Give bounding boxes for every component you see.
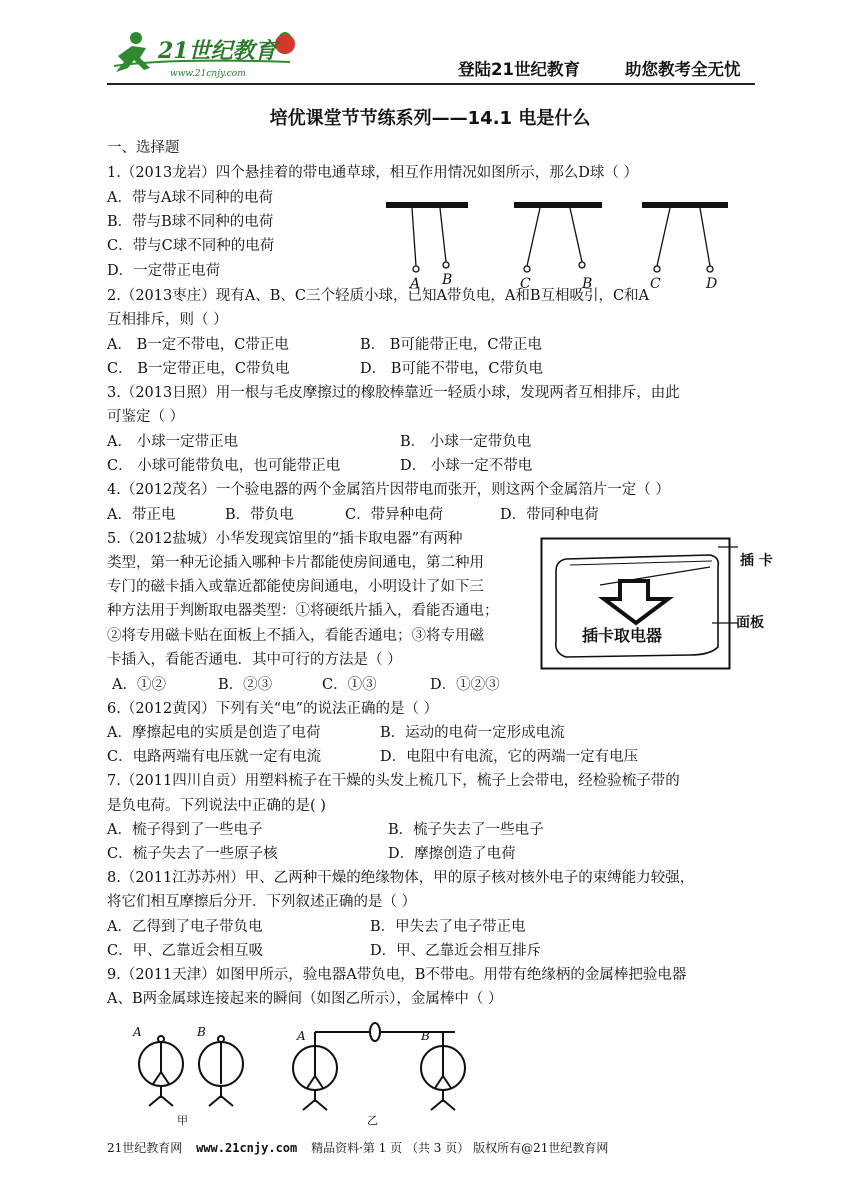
- q6-stem: 6.（2012黄冈）下列有关“电”的说法正确的是（ ）: [107, 701, 439, 717]
- q8-option-d: D．甲、乙靠近会相互排斥: [370, 943, 542, 959]
- q2-option-b: B． B可能带正电，C带正电: [360, 337, 543, 353]
- q5-line-2: 类型，第一种无论插入哪种卡片都能使房间通电，第二种用: [107, 555, 484, 571]
- q5-card-label: 插 卡: [740, 553, 773, 569]
- q1-label-b2: B: [582, 276, 593, 292]
- q9-stem-2: A、B两金属球连接起来的瞬间（如图乙所示），金属棒中（ ）: [107, 991, 503, 1007]
- q8-option-b: B．甲失去了电子带正电: [370, 919, 526, 935]
- q5-line-1: 5.（2012盐城）小华发现宾馆里的“插卡取电器”有两种: [107, 531, 463, 547]
- q9-label-a1: A: [133, 1025, 142, 1039]
- header-divider: [107, 83, 755, 85]
- q1-support-3: [642, 202, 728, 208]
- q3-option-b: B． 小球一定带负电: [400, 434, 532, 450]
- q3-stem-2: 可鉴定（ ）: [107, 409, 185, 425]
- q5-figure: [540, 537, 780, 671]
- q2-option-c: C． B一定带正电，C带负电: [107, 361, 290, 377]
- footer-site-name: 21世纪教育网: [107, 1141, 183, 1155]
- q7-option-a: A．梳子得到了一些电子: [107, 822, 263, 838]
- page-footer: [107, 1139, 608, 1156]
- q9-figure: [125, 1022, 470, 1128]
- q5-line-4: 种方法用于判断取电器类型：①将硬纸片插入，看能否通电；: [107, 603, 499, 619]
- q1-option-b: B．带与B球不同种的电荷: [107, 214, 274, 230]
- q9-stem-1: 9.（2011天津）如图甲所示，验电器A带负电，B不带电。用带有绝缘柄的金属棒把验电器: [107, 967, 687, 983]
- q8-stem-1: 8.（2011江苏苏州）甲、乙两种干燥的绝缘物体，甲的原子核对核外电子的束缚能力较强，: [107, 870, 695, 886]
- q9-label-b1: B: [197, 1025, 206, 1039]
- q8-option-a: A．乙得到了电子带负电: [107, 919, 263, 935]
- q6-option-a: A．摩擦起电的实质是创造了电荷: [107, 725, 321, 741]
- q3-stem-1: 3.（2013日照）用一根与毛皮摩擦过的橡胶棒靠近一轻质小球，发现两者互相排斥，由此: [107, 385, 680, 401]
- tagline-right: 助您教考全无忧: [625, 60, 741, 79]
- q5-option-b: B．②③: [218, 677, 273, 693]
- q4-stem: 4.（2012茂名）一个验电器的两个金属箔片因带电而张开，则这两个金属箔片一定（ ）: [107, 482, 670, 498]
- q4-option-a: A．带正电: [107, 507, 176, 523]
- q2-stem-2: 互相排斥，则（ ）: [107, 312, 228, 328]
- q1-option-a: A．带与A球不同种的电荷: [107, 190, 273, 206]
- q1-option-d: D．一定带正电荷: [107, 263, 221, 279]
- page-title: 培优课堂节节练系列——14.1 电是什么: [269, 108, 591, 129]
- tagline-left: 登陆21世纪教育: [458, 60, 580, 79]
- q1-label-d: D: [706, 276, 718, 292]
- q3-option-c: C． 小球可能带负电，也可能带正电: [107, 458, 341, 474]
- q1-label-c1: C: [520, 276, 531, 292]
- q4-option-d: D．带同种电荷: [500, 507, 599, 523]
- q5-panel-label: 面板: [736, 615, 764, 631]
- q1-stem: 1.（2013龙岩）四个悬挂着的带电通草球，相互作用情况如图所示，那么D球（ ）: [107, 165, 638, 181]
- logo-text: 21世纪教育: [158, 38, 277, 64]
- q7-stem-2: 是负电荷。下列说法中正确的是( ): [107, 798, 326, 814]
- q5-option-c: C．①③: [322, 677, 377, 693]
- q2-stem-1: 2.（2013枣庄）现有A、B、C三个轻质小球，已知A带负电，A和B互相吸引，C和A: [107, 288, 650, 304]
- site-logo: [110, 28, 300, 82]
- logo-url: www.21cnjy.com: [170, 69, 246, 79]
- q1-label-b1: B: [442, 272, 453, 288]
- q2-option-a: A． B一定不带电，C带正电: [107, 337, 289, 353]
- q3-option-d: D． 小球一定不带电: [400, 458, 533, 474]
- q4-option-b: B．带负电: [225, 507, 294, 523]
- q4-option-c: C．带异种电荷: [345, 507, 444, 523]
- q8-stem-2: 将它们相互摩擦后分开．下列叙述正确的是（ ）: [107, 894, 417, 910]
- footer-website-link[interactable]: www.21cnjy.com: [196, 1141, 298, 1155]
- q8-option-c: C．甲、乙靠近会相互吸: [107, 943, 264, 959]
- footer-page-info: 精品资料·第 1 页 （共 3 页） 版权所有@21世纪教育网: [311, 1141, 609, 1155]
- q5-line-6: 卡插入，看能否通电．其中可行的方法是（ ）: [107, 652, 402, 668]
- q2-option-d: D． B可能不带电，C带负电: [360, 361, 543, 377]
- section-heading: 一、选择题: [107, 140, 180, 156]
- logo-graphic: [110, 28, 300, 82]
- q6-option-d: D．电阻中有电流，它的两端一定有电压: [380, 749, 639, 765]
- q9-label-a2: A: [297, 1029, 306, 1043]
- q1-support-2: [514, 202, 602, 208]
- q5-line-3: 专门的磁卡插入或靠近都能使房间通电，小明设计了如下三: [107, 579, 484, 595]
- q7-option-d: D．摩擦创造了电荷: [388, 846, 516, 862]
- q1-support-1: [386, 202, 468, 208]
- q1-option-c: C．带与C球不同种的电荷: [107, 238, 275, 254]
- q5-option-d: D．①②③: [430, 677, 500, 693]
- q7-option-b: B．梳子失去了一些电子: [388, 822, 544, 838]
- q9-caption-jia: 甲: [177, 1114, 188, 1127]
- q9-caption-yi: 乙: [367, 1114, 378, 1127]
- q1-figure: [380, 196, 740, 292]
- q9-label-b2: B: [421, 1029, 430, 1043]
- q6-option-c: C．电路两端有电压就一定有电流: [107, 749, 322, 765]
- q5-device-label: 插卡取电器: [582, 626, 663, 645]
- q6-option-b: B．运动的电荷一定形成电流: [380, 725, 565, 741]
- q7-option-c: C．梳子失去了一些原子核: [107, 846, 278, 862]
- q5-option-a: A．①②: [112, 677, 166, 693]
- q3-option-a: A． 小球一定带正电: [107, 434, 239, 450]
- q1-label-a: A: [410, 276, 421, 292]
- q7-stem-1: 7.（2011四川自贡）用塑料梳子在干燥的头发上梳几下，梳子上会带电，经检验梳子带的: [107, 773, 680, 789]
- q5-line-5: ②将专用磁卡贴在面板上不插入，看能否通电；③将专用磁: [107, 628, 484, 644]
- q1-label-c2: C: [650, 276, 661, 292]
